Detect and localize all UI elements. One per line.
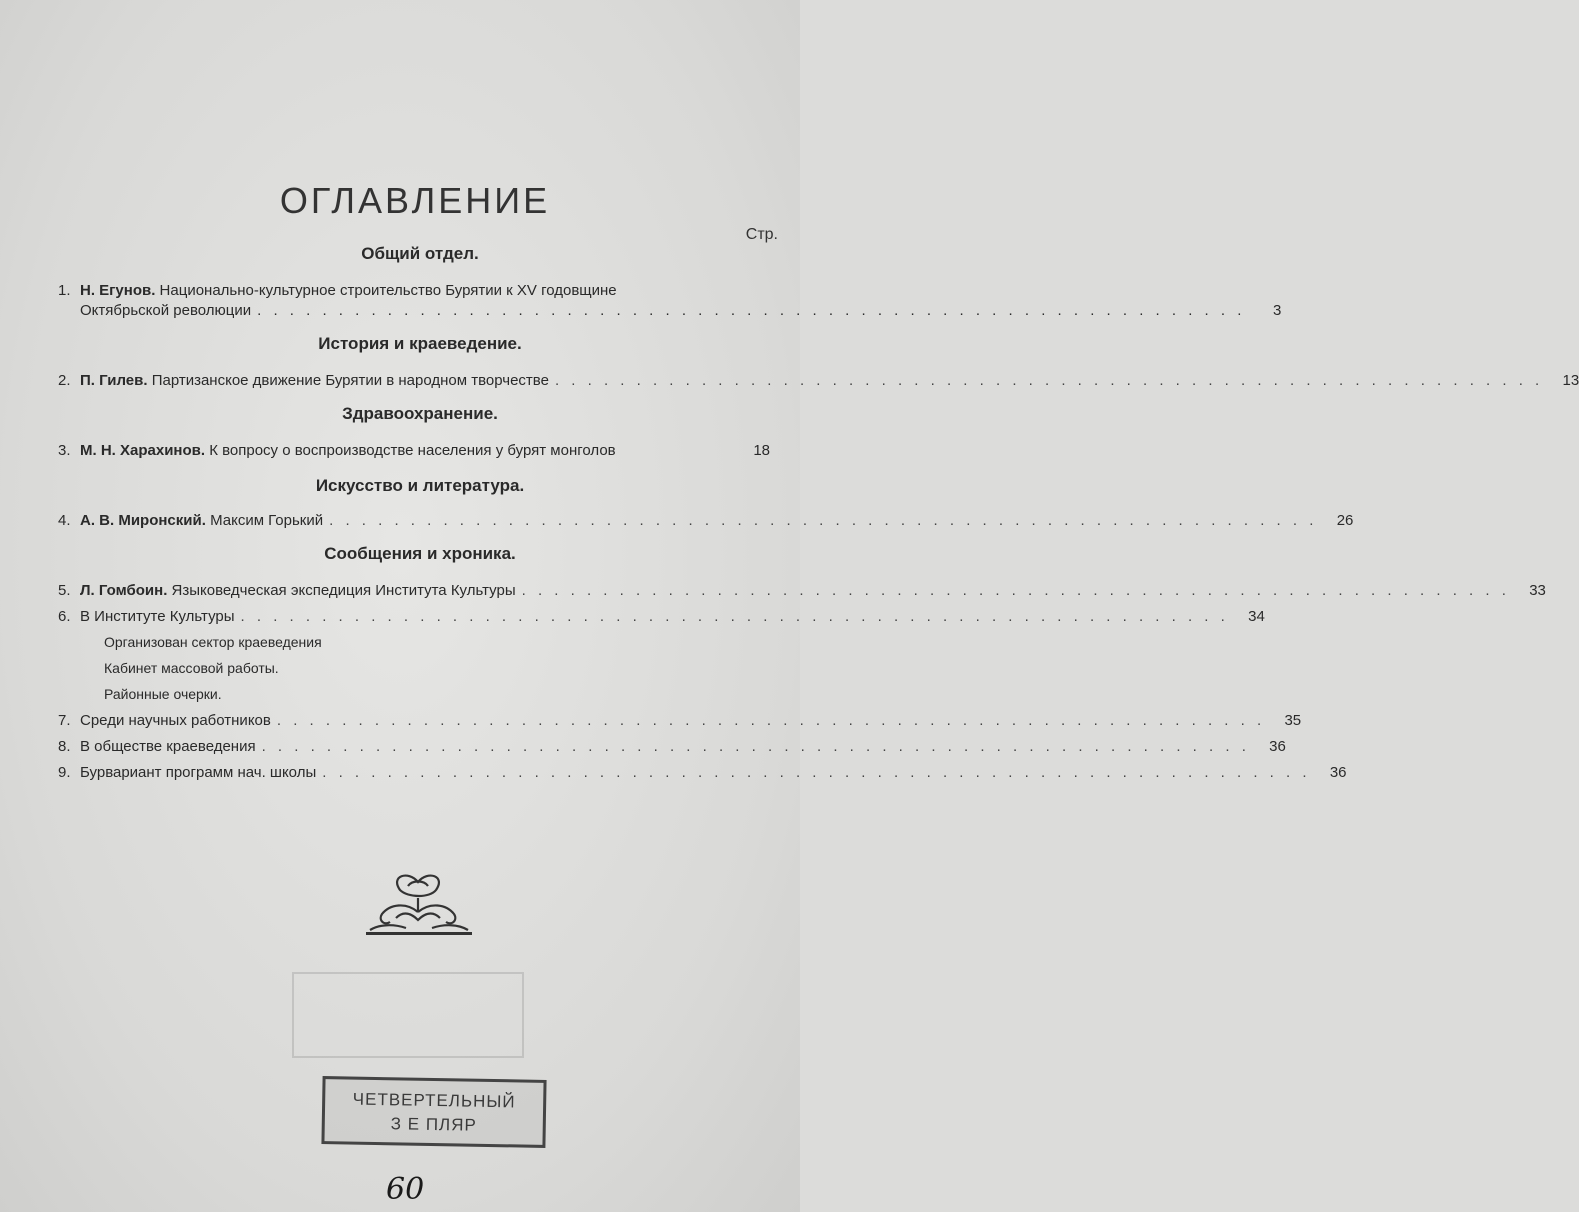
entry-number: 1. [58,282,71,299]
floral-ornament-icon [360,868,478,940]
section-heading-news: Сообщения и хроника. [324,544,516,563]
entry-title: Языковедческая экспедиция Института Культуры [171,582,516,599]
entry-author: М. Н. Харахинов. [80,442,206,459]
toc-subentry[interactable]: Организован сектор краеведения [104,634,322,650]
entry-title: В Институте Культуры [80,608,235,625]
stamp-line-1: ЧЕТВЕРТЕЛЬНЫЙ [352,1089,516,1112]
library-stamp [321,1076,546,1148]
toc-entry-3[interactable] [58,442,770,459]
section-heading-arts: Искусство и литература. [315,476,525,495]
entry-page: 13 [1562,372,1579,389]
entry-text [80,512,323,529]
entry-author: П. Гилев. [80,372,148,389]
entry-text [80,582,516,599]
entry-number: 5. [58,582,71,599]
entry-page: 3 [1273,302,1282,319]
entry-number: 9. [58,764,71,781]
entry-number: 4. [58,512,71,529]
section-heading-general: Общий отдел. [361,244,479,263]
toc-entry-4[interactable] [58,512,1354,529]
toc-entry-7[interactable] [58,712,1302,729]
leader-dots: . . . . . . . . . . . . . . . . . . . . . . . . . . . . . . . . . . . . . . . . . . . . . . . . . . . . . . . . . . . . . [329,512,1318,529]
leader-dots: . . . . . . . . . . . . . . . . . . . . . . . . . . . . . . . . . . . . . . . . . . . . . . . . . . . . . . . . . . . . . [240,608,1229,625]
toc-entry-2[interactable] [58,372,1579,389]
section-heading-history: История и краеведение. [318,334,522,353]
toc-entry-9[interactable] [58,764,1347,781]
entry-title: Максим Горький [210,512,324,529]
entry-number: 8. [58,738,71,755]
toc-entry-1[interactable] [58,282,770,299]
entry-page: 34 [1248,608,1265,625]
leader-dots: . . . . . . . . . . . . . . . . . . . . . . . . . . . . . . . . . . . . . . . . . . . . . . . . . . . . . . . . . . . . . [257,302,1246,319]
entry-page: 26 [1336,512,1354,529]
entry-title: Бурвариант программ нач. школы [80,764,317,781]
entry-author: А. В. Миронский. [80,512,206,529]
entry-text [80,372,549,389]
entry-text [80,282,617,299]
entry-title-continued: Октябрьской революции [80,302,252,319]
section-heading-health: Здравоохранение. [342,404,498,423]
entry-number: 3. [58,442,71,459]
page-title: ОГЛАВЛЕНИЕ [279,180,551,221]
page-column-label: Стр. [745,226,778,243]
toc-subentry[interactable]: Районные очерки. [104,686,222,702]
leader-dots: . . . . . . . . . . . . . . . . . . . . . . . . . . . . . . . . . . . . . . . . . . . . . . . . . . . . . . . . . . . . . [276,712,1266,729]
entry-number: 6. [58,608,71,625]
faded-stamp-mark [292,972,524,1058]
stamp-line-2: З Е ПЛЯР [390,1114,477,1135]
entry-title: К вопросу о воспроизводстве населения у бурят монголов [209,442,616,459]
leader-dots: . . . . . . . . . . . . . . . . . . . . . . . . . . . . . . . . . . . . . . . . . . . . . . . . . . . . . . . . . . . . . [261,738,1250,755]
leader-dots: . . . . . . . . . . . . . . . . . . . . . . . . . . . . . . . . . . . . . . . . . . . . . . . . . . . . . . . . . . . . . [554,372,1544,389]
entry-title: Среди научных работников [80,712,271,729]
toc-entry-5[interactable] [58,582,1546,599]
entry-title: Национально-культурное строительство Бурятии к XV годовщине [159,282,617,299]
entry-number: 2. [58,372,71,389]
entry-page: 35 [1284,712,1302,729]
toc-entry-8[interactable] [58,738,1286,755]
entry-author: Л. Гомбоин. [80,582,168,599]
entry-title: В обществе краеведения [80,738,256,755]
toc-entry-1-continued[interactable] [80,302,1282,319]
entry-title: Партизанское движение Бурятии в народном творчестве [151,372,549,389]
entry-page: 36 [1269,738,1286,755]
entry-author: Н. Егунов. [80,282,156,299]
leader-dots: . . . . . . . . . . . . . . . . . . . . . . . . . . . . . . . . . . . . . . . . . . . . . . . . . . . . . . . . . . . . . [521,582,1510,599]
handwritten-page-number: 60 [386,1172,425,1207]
toc-entry-6[interactable] [58,608,1265,625]
entry-page: 36 [1329,764,1347,781]
entry-page: 18 [753,442,770,459]
entry-number: 7. [58,712,71,729]
leader-dots: . . . . . . . . . . . . . . . . . . . . . . . . . . . . . . . . . . . . . . . . . . . . . . . . . . . . . . . . . . . . . [322,764,1311,781]
toc-subentry[interactable]: Кабинет массовой работы. [104,660,279,676]
entry-page: 33 [1529,582,1546,599]
entry-text [80,442,616,459]
